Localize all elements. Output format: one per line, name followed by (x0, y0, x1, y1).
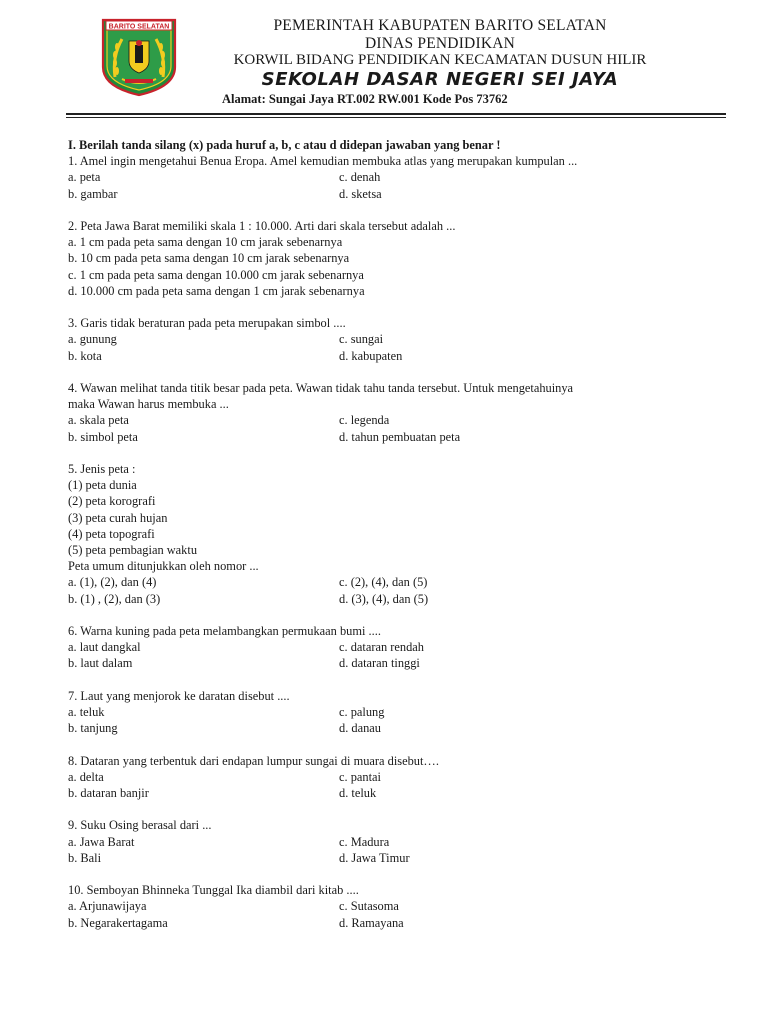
answer-option[interactable]: c. legenda (339, 413, 390, 428)
question-list (68, 153, 728, 931)
answer-option[interactable]: b. laut dalam (68, 656, 133, 671)
option-row (68, 704, 728, 720)
question-text-line: 7. Laut yang menjorok ke daratan disebut .... (68, 688, 290, 703)
answer-option[interactable]: d. dataran tinggi (339, 656, 420, 671)
answer-option[interactable]: c. Madura (339, 834, 390, 849)
option-row (68, 915, 728, 931)
question-8 (68, 753, 728, 802)
question-text-line: 9. Suku Osing berasal dari ... (68, 818, 212, 833)
question-text-line: 1. Amel ingin mengetahui Benua Eropa. Amel kemudian membuka atlas yang merupakan kumpulan ... (68, 154, 578, 169)
exam-instruction: I. Berilah tanda silang (x) pada huruf a, b, c atau d didepan jawaban yang benar ! (68, 138, 501, 152)
answer-option[interactable]: c. palung (339, 705, 385, 720)
question-text-line: (1) peta dunia (68, 478, 137, 493)
regency-emblem-logo (100, 17, 178, 97)
answer-option[interactable]: a. Arjunawijaya (68, 899, 147, 914)
answer-option[interactable]: a. delta (68, 769, 104, 784)
answer-option[interactable]: c. dataran rendah (339, 640, 424, 655)
question-text-line: b. 10 cm pada peta sama dengan 10 cm jarak sebenarnya (68, 251, 350, 266)
answer-option[interactable]: c. (2), (4), dan (5) (339, 575, 428, 590)
question-2 (68, 218, 728, 299)
option-row (68, 639, 728, 655)
question-4 (68, 380, 728, 445)
question-10 (68, 882, 728, 931)
answer-option[interactable]: b. tanjung (68, 721, 118, 736)
answer-option[interactable]: d. kabupaten (339, 348, 403, 363)
answer-option[interactable]: c. Sutasoma (339, 899, 399, 914)
answer-option[interactable]: d. sketsa (339, 186, 382, 201)
letterhead-divider-thick (66, 113, 726, 115)
answer-option[interactable]: d. danau (339, 721, 381, 736)
question-text-line: d. 10.000 cm pada peta sama dengan 1 cm jarak sebenarnya (68, 283, 365, 298)
answer-option[interactable]: d. Ramayana (339, 915, 404, 930)
answer-option[interactable]: d. teluk (339, 786, 377, 801)
question-text-line: 6. Warna kuning pada peta melambangkan permukaan bumi .... (68, 624, 381, 639)
question-text-line: (5) peta pembagian waktu (68, 543, 198, 558)
emblem-label: BARITO SELATAN (108, 23, 170, 31)
answer-option[interactable]: a. laut dangkal (68, 640, 141, 655)
exam-content (68, 137, 728, 947)
answer-option[interactable]: a. teluk (68, 705, 105, 720)
answer-option[interactable]: c. pantai (339, 769, 381, 784)
answer-option[interactable]: b. (1) , (2), dan (3) (68, 591, 161, 606)
answer-option[interactable]: a. gunung (68, 332, 117, 347)
question-text-line: 8. Dataran yang terbentuk dari endapan lumpur sungai di muara disebut…. (68, 753, 439, 768)
question-text-line: Peta umum ditunjukkan oleh nomor ... (68, 559, 259, 574)
option-row (68, 850, 728, 866)
question-text-line: (3) peta curah hujan (68, 510, 168, 525)
answer-option[interactable]: a. peta (68, 170, 101, 185)
letterhead-government: PEMERINTAH KABUPATEN BARITO SELATAN (273, 17, 607, 34)
option-row (68, 834, 728, 850)
question-text-line: 2. Peta Jawa Barat memiliki skala 1 : 10.000. Arti dari skala tersebut adalah ... (68, 219, 456, 233)
answer-option[interactable]: a. Jawa Barat (68, 834, 135, 849)
school-address: Alamat: Sungai Jaya RT.002 RW.001 Kode Pos 73762 (222, 92, 508, 106)
option-row (68, 785, 728, 801)
question-7 (68, 688, 728, 737)
answer-option[interactable]: c. sungai (339, 332, 384, 347)
question-text-line: a. 1 cm pada peta sama dengan 10 cm jarak sebenarnya (68, 235, 343, 250)
question-text-line: (2) peta korografi (68, 494, 156, 509)
answer-option[interactable]: d. Jawa Timur (339, 850, 410, 865)
question-1 (68, 153, 728, 202)
question-text-line: 10. Semboyan Bhinneka Tunggal Ika diambil dari kitab .... (68, 883, 359, 898)
answer-option[interactable]: a. skala peta (68, 413, 129, 428)
answer-option[interactable]: b. simbol peta (68, 429, 138, 444)
answer-option[interactable]: d. (3), (4), dan (5) (339, 591, 429, 606)
option-row (68, 412, 728, 428)
question-9 (68, 817, 728, 866)
question-5 (68, 461, 728, 607)
question-text-line: maka Wawan harus membuka ... (68, 397, 229, 412)
answer-option[interactable]: b. Negarakertagama (68, 915, 168, 930)
option-row (68, 169, 728, 185)
answer-option[interactable]: a. (1), (2), dan (4) (68, 575, 157, 590)
option-row (68, 348, 728, 364)
question-6 (68, 623, 728, 672)
answer-option[interactable]: b. dataran banjir (68, 786, 149, 801)
option-row (68, 186, 728, 202)
question-text-line: 5. Jenis peta : (68, 462, 136, 476)
school-name: SEKOLAH DASAR NEGERI SEI JAYA (261, 69, 619, 90)
option-row (68, 331, 728, 347)
answer-option[interactable]: c. denah (339, 170, 381, 185)
option-row (68, 769, 728, 785)
question-text-line: 4. Wawan melihat tanda titik besar pada peta. Wawan tidak tahu tanda tersebut. Untuk mengetahuinya (68, 381, 574, 395)
question-text-line: (4) peta topografi (68, 526, 155, 541)
question-text-line: c. 1 cm pada peta sama dengan 10.000 cm jarak sebenarnya (68, 267, 364, 282)
option-row (68, 574, 728, 590)
option-row (68, 720, 728, 736)
option-row (68, 898, 728, 914)
question-text-line: 3. Garis tidak beraturan pada peta merupakan simbol .... (68, 316, 346, 331)
letterhead-district: KORWIL BIDANG PENDIDIKAN KECAMATAN DUSUN HILIR (233, 52, 647, 68)
option-row (68, 655, 728, 671)
option-row (68, 429, 728, 445)
letterhead-divider-thin (66, 117, 726, 118)
question-3 (68, 315, 728, 364)
option-row (68, 591, 728, 607)
letterhead-department: DINAS PENDIDIKAN (364, 35, 515, 52)
answer-option[interactable]: b. Bali (68, 850, 102, 865)
answer-option[interactable]: b. kota (68, 348, 102, 363)
answer-option[interactable]: b. gambar (68, 186, 118, 201)
answer-option[interactable]: d. tahun pembuatan peta (339, 429, 461, 444)
